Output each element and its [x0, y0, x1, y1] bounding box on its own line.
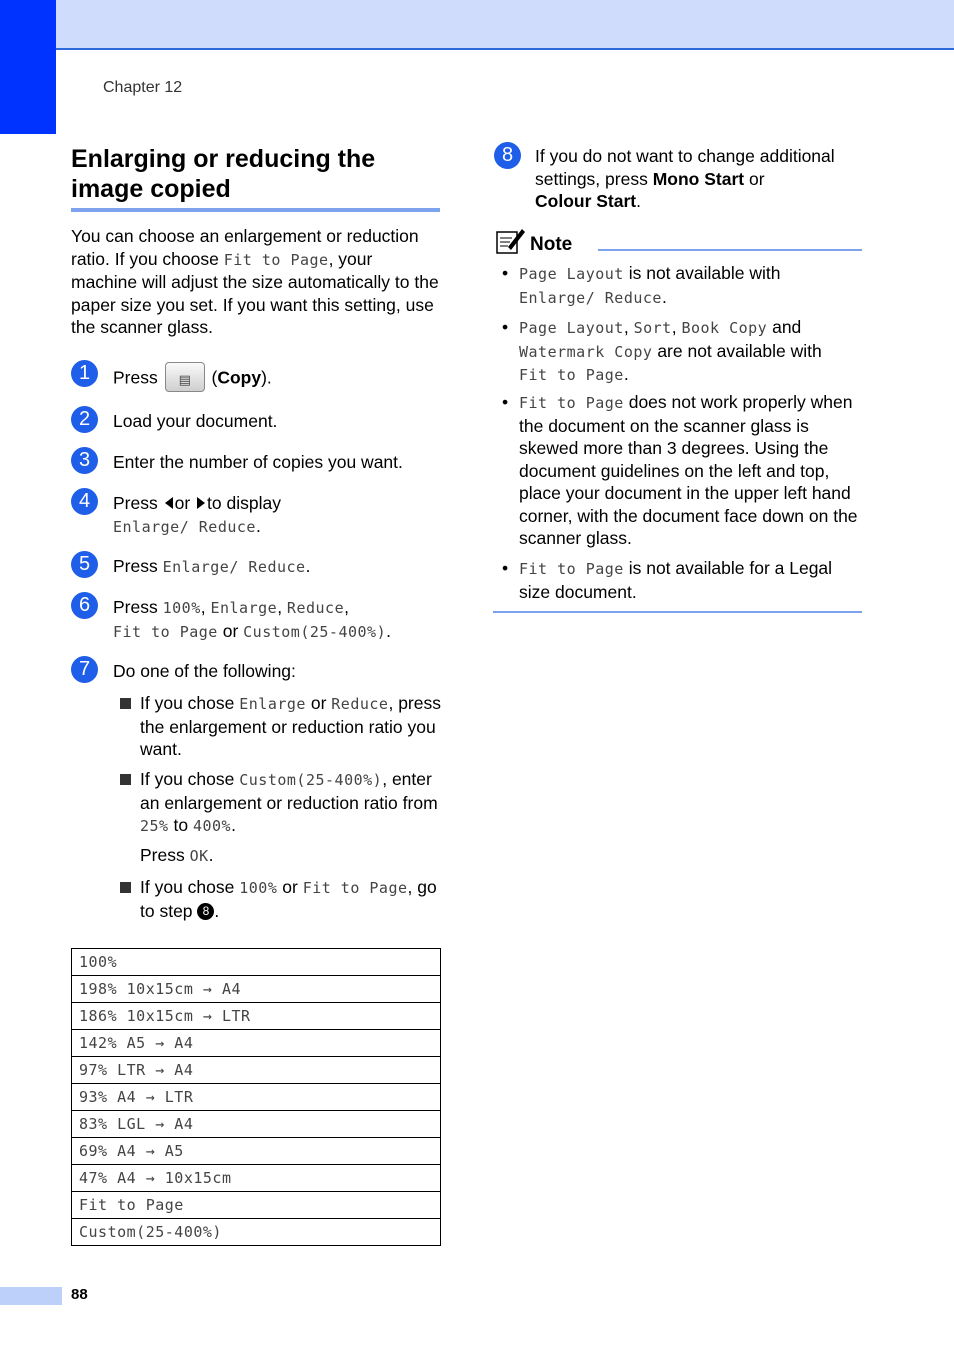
table-row: Fit to Page [72, 1192, 441, 1219]
table-row: 47% A4 → 10x15cm [72, 1165, 441, 1192]
step-number: 4 [71, 488, 98, 515]
step-reference: 8 [197, 903, 214, 920]
table-row: 198% 10x15cm → A4 [72, 976, 441, 1003]
table-row: 69% A4 → A5 [72, 1138, 441, 1165]
left-arrow-icon [165, 497, 173, 509]
step-number: 2 [71, 406, 98, 433]
chapter-label: Chapter 12 [103, 79, 183, 96]
chapter-tab [0, 0, 56, 134]
ratio-menu-table [71, 948, 441, 1246]
bullet-square-icon [120, 882, 131, 893]
note-label: Note [530, 234, 573, 255]
section-title: Enlarging or reducing the image copied [71, 145, 376, 203]
copy-key-icon: ▤ [165, 362, 205, 392]
note-header [496, 227, 862, 257]
intro-paragraph: You can choose an enlargement or reduction ratio. If you choose Fit to Page, your machine will adjust the size automatically to the paper size you set. If you want this setting, use the scanner glass. [71, 226, 439, 337]
step-number: 3 [71, 447, 98, 474]
right-arrow-icon [197, 497, 205, 509]
note-rule-bottom [493, 611, 862, 613]
title-rule [71, 208, 440, 212]
table-row: 100% [72, 949, 441, 976]
step-number: 6 [71, 592, 98, 619]
note-rule-top [598, 249, 862, 251]
bullet-square-icon [120, 774, 131, 785]
table-row: 186% 10x15cm → LTR [72, 1003, 441, 1030]
table-row: 83% LGL → A4 [72, 1111, 441, 1138]
footer-band [0, 1287, 62, 1305]
header-band [0, 0, 954, 50]
table-row: 142% A5 → A4 [72, 1030, 441, 1057]
step-number: 1 [71, 360, 98, 387]
step-number: 8 [494, 142, 521, 169]
step-number: 7 [71, 656, 98, 683]
table-row: Custom(25-400%) [72, 1219, 441, 1246]
step-number: 5 [71, 551, 98, 578]
bullet-square-icon [120, 698, 131, 709]
table-row: 97% LTR → A4 [72, 1057, 441, 1084]
table-row: 93% A4 → LTR [72, 1084, 441, 1111]
note-pencil-icon [496, 227, 526, 255]
page-number: 88 [71, 1286, 88, 1303]
